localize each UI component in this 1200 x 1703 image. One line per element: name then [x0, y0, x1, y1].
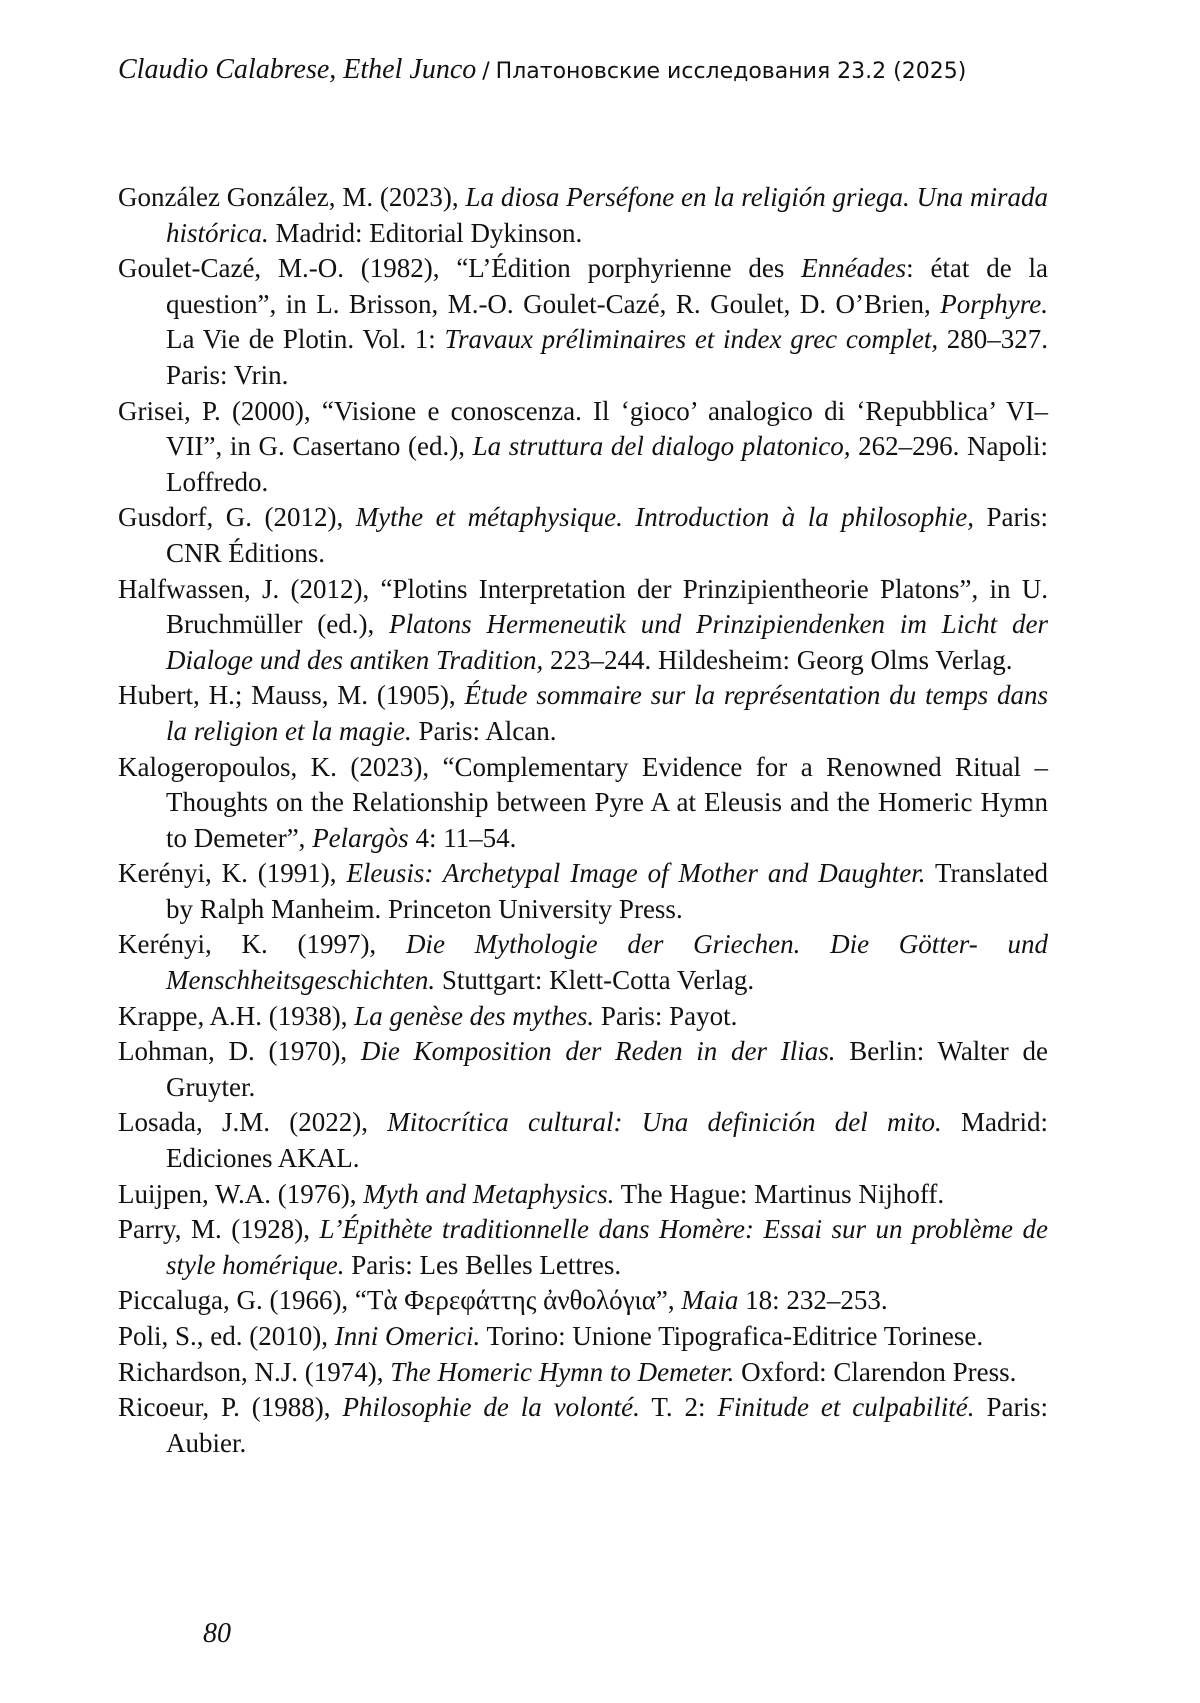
reference-entry: Kerényi, K. (1991), Eleusis: Archetypal Image of Mother and Daughter. Translated by Ralph Manheim. Princeton University Press. [118, 858, 1048, 924]
reference-entry: Lohman, D. (1970), Die Komposition der Reden in der Ilias. Berlin: Walter de Gruyter. [118, 1036, 1048, 1102]
reference-entry: Gusdorf, G. (2012), Mythe et métaphysique. Introduction à la philosophie, Paris: CNR Éditions. [118, 502, 1048, 568]
reference-entry: Losada, J.M. (2022), Mitocrítica cultural: Una definición del mito. Madrid: Ediciones AKAL. [118, 1107, 1048, 1174]
reference-entry: Halfwassen, J. (2012), “Plotins Interpretation der Prinzipientheorie Platons”, in U. Bruchmüller (ed.), Platons Hermeneutik und Prinzipiendenken im Licht der Dialoge und des antiken Tradition, 223–244. Hildesheim: Georg Olms Verlag. [118, 573, 1049, 675]
reference-list [118, 180, 1048, 1461]
reference-entry: Krappe, A.H. (1938), La genèse des mythes. Paris: Payot. [118, 1000, 738, 1031]
reference-entry: Poli, S., ed. (2010), Inni Omerici. Torino: Unione Tipografica-Editrice Torinese. [118, 1321, 984, 1351]
reference-entry: Goulet-Cazé, M.-O. (1982), “L’Édition porphyrienne des Ennéades: état de la question”, in L. Brisson, M.-O. Goulet-Cazé, R. Goulet, D. O’Brien, Porphyre. La Vie de Plotin. Vol. 1: Travaux préliminaires et index grec complet, 280–327. Paris: Vrin. [118, 253, 1049, 390]
reference-entry: Ricoeur, P. (1988), Philosophie de la volonté. T. 2: Finitude et culpabilité. Paris: Aubier. [118, 1392, 1048, 1458]
reference-entry: Hubert, H.; Mauss, M. (1905), Étude sommaire sur la représentation du temps dans la religion et la magie. Paris: Alcan. [118, 680, 1048, 746]
running-head-authors: Claudio Calabrese, Ethel Junco [118, 54, 477, 85]
running-head-separator: / [482, 59, 490, 84]
reference-entry: Luijpen, W.A. (1976), Myth and Metaphysics. The Hague: Martinus Nijhoff. [118, 1178, 945, 1209]
reference-entry: Piccaluga, G. (1966), “Τὰ Φερεφάττης ἀνθολόγια”, Maia 18: 232–253. [118, 1285, 888, 1316]
reference-entry: Kerényi, K. (1997), Die Mythologie der Griechen. Die Götter- und Menschheitsgeschichten. Stuttgart: Klett-Cotta Verlag. [118, 929, 1048, 996]
page-number: 80 [203, 1618, 231, 1649]
running-head [118, 50, 966, 92]
running-head-journal: Платоновские исследования 23.2 (2025) [495, 59, 967, 84]
reference-entry: Kalogeropoulos, K. (2023), “Complementary Evidence for a Renowned Ritual – Thoughts on the Relationship between Pyre A at Eleusis and the Homeric Hymn to Demeter”, Pelargòs 4: 11–54. [118, 751, 1048, 853]
reference-entry: Grisei, P. (2000), “Visione e conoscenza. Il ‘gioco’ analogico di ‘Repubblica’ VI–VII”, in G. Casertano (ed.), La struttura del dialogo platonico, 262–296. Napoli: Loffredo. [118, 395, 1048, 497]
reference-entry: González González, M. (2023), La diosa Perséfone en la religión griega. Una mirada histórica. Madrid: Editorial Dykinson. [118, 182, 1048, 248]
reference-entry: Parry, M. (1928), L’Épithète traditionnelle dans Homère: Essai sur un problème de style homérique. Paris: Les Belles Lettres. [118, 1214, 1049, 1280]
reference-entry: Richardson, N.J. (1974), The Homeric Hymn to Demeter. Oxford: Clarendon Press. [118, 1356, 1017, 1387]
